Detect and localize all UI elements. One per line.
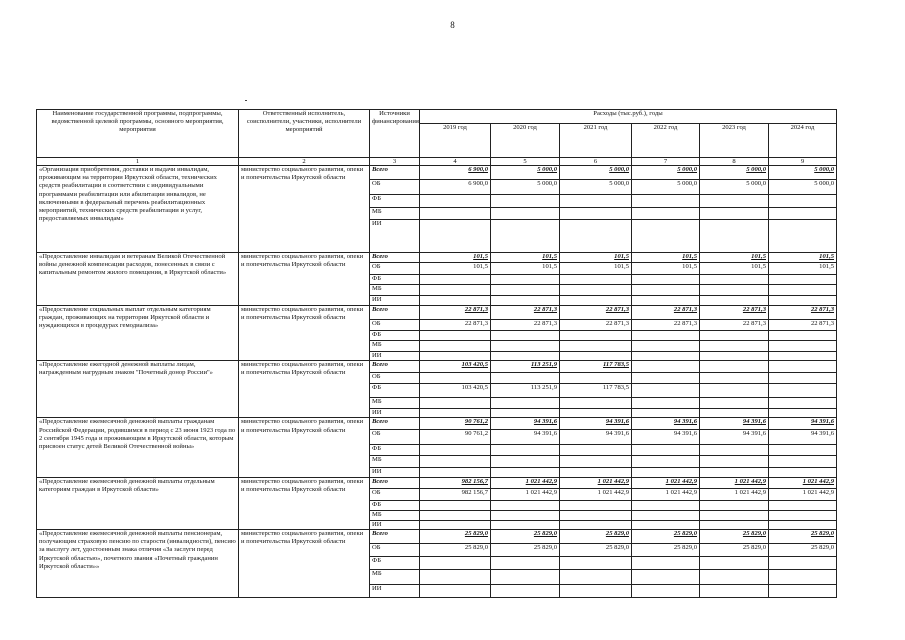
amount-cell (491, 352, 560, 361)
table-row (37, 361, 837, 373)
measure-executor: министерство социального развития, опеки и попечительства Иркутской области (239, 477, 370, 529)
amount-cell (632, 220, 700, 253)
amount-cell: 1 021 442,9 (700, 488, 769, 500)
measure-executor: министерство социального развития, опеки и попечительства Иркутской области (239, 361, 370, 418)
amount-cell (632, 373, 700, 384)
amount-cell: 113 251,9 (491, 361, 560, 373)
amount-cell: 94 391,6 (491, 430, 560, 445)
amount-cell (632, 331, 700, 341)
measure-executor: министерство социального развития, опеки и попечительства Иркутской области (239, 418, 370, 477)
measure-name: «Предоставление социальных выплат отдельным категориям граждан, проживающих на территории Иркутской области и нуждающихся в процедурах гемодиализа» (37, 306, 239, 361)
amount-cell: 22 871,3 (769, 320, 837, 331)
amount-cell (632, 556, 700, 569)
table-row (37, 306, 837, 320)
financing-source: ФБ (370, 556, 420, 569)
amount-cell: 25 829,0 (700, 543, 769, 556)
amount-cell: 101,5 (560, 263, 632, 275)
amount-cell: 22 871,3 (420, 320, 491, 331)
amount-cell (700, 275, 769, 285)
financing-source: ФБ (370, 445, 420, 456)
amount-cell: 5 000,0 (632, 180, 700, 195)
amount-cell (560, 220, 632, 253)
amount-cell (769, 556, 837, 569)
amount-cell (632, 569, 700, 584)
amount-cell: 101,5 (769, 263, 837, 275)
amount-cell (632, 341, 700, 352)
financing-source: ФБ (370, 331, 420, 341)
amount-cell (420, 468, 491, 477)
column-number: 1 (37, 158, 239, 166)
amount-cell: 22 871,3 (420, 306, 491, 320)
amount-cell: 101,5 (769, 253, 837, 263)
measure-name: «Предоставление ежемесячной денежной выплаты пенсионерам, получающим страховую пенсию по старости (инвалидности), пенсию за выслугу лет, удостоенным знака отличия «За заслуги перед Иркутской областью», почетного звания «Почетный гражданин Иркутской области»» (37, 529, 239, 597)
financing-source: Всего (370, 418, 420, 430)
amount-cell (491, 584, 560, 597)
amount-cell (420, 500, 491, 510)
amount-cell: 982 156,7 (420, 488, 491, 500)
amount-cell (560, 195, 632, 208)
financing-source: ФБ (370, 275, 420, 285)
amount-cell: 1 021 442,9 (700, 477, 769, 488)
amount-cell (420, 220, 491, 253)
amount-cell: 6 900,0 (420, 180, 491, 195)
amount-cell (632, 195, 700, 208)
amount-cell (491, 296, 560, 306)
amount-cell: 117 783,5 (560, 361, 632, 373)
column-number: 2 (239, 158, 370, 166)
amount-cell: 22 871,3 (769, 306, 837, 320)
measure-name: «Предоставление ежемесячной денежной выплаты отдельным категориям граждан в Иркутской области» (37, 477, 239, 529)
amount-cell (420, 341, 491, 352)
amount-cell: 22 871,3 (491, 320, 560, 331)
amount-cell: 6 900,0 (420, 166, 491, 180)
amount-cell (769, 352, 837, 361)
header-program-name: Наименование государственной программы, подпрограммы, ведомственной целевой программы, основного мероприятия, мероприятия (37, 110, 239, 158)
amount-cell (769, 584, 837, 597)
amount-cell (700, 208, 769, 220)
amount-cell (491, 468, 560, 477)
financing-source: Всего (370, 166, 420, 180)
amount-cell: 94 391,6 (769, 430, 837, 445)
amount-cell (560, 456, 632, 468)
amount-cell (560, 500, 632, 510)
amount-cell: 25 829,0 (632, 543, 700, 556)
amount-cell (491, 285, 560, 296)
amount-cell (700, 398, 769, 409)
budget-table (36, 109, 837, 598)
column-number: 8 (700, 158, 769, 166)
amount-cell: 94 391,6 (491, 418, 560, 430)
amount-cell: 22 871,3 (491, 306, 560, 320)
amount-cell: 94 391,6 (769, 418, 837, 430)
amount-cell: 103 420,5 (420, 361, 491, 373)
header-year: 2024 год (769, 124, 837, 158)
amount-cell: 113 251,9 (491, 384, 560, 398)
financing-source: Всего (370, 306, 420, 320)
financing-source: ИИ (370, 468, 420, 477)
amount-cell (769, 468, 837, 477)
amount-cell (700, 584, 769, 597)
measure-executor: министерство социального развития, опеки и попечительства Иркутской области (239, 253, 370, 306)
amount-cell (560, 556, 632, 569)
amount-cell (769, 398, 837, 409)
amount-cell (632, 384, 700, 398)
amount-cell: 1 021 442,9 (632, 477, 700, 488)
amount-cell: 5 000,0 (491, 180, 560, 195)
financing-source: МБ (370, 285, 420, 296)
amount-cell (769, 373, 837, 384)
amount-cell (491, 510, 560, 520)
amount-cell (700, 195, 769, 208)
page-number: 8 (450, 20, 455, 30)
financing-source: ОБ (370, 373, 420, 384)
header-year: 2023 год (700, 124, 769, 158)
amount-cell (420, 331, 491, 341)
amount-cell (700, 409, 769, 418)
amount-cell: 25 829,0 (769, 529, 837, 543)
amount-cell (769, 500, 837, 510)
amount-cell (700, 569, 769, 584)
amount-cell (560, 520, 632, 529)
amount-cell: 101,5 (632, 253, 700, 263)
amount-cell (420, 398, 491, 409)
amount-cell: 1 021 442,9 (769, 488, 837, 500)
amount-cell: 25 829,0 (700, 529, 769, 543)
measure-executor: министерство социального развития, опеки и попечительства Иркутской области (239, 529, 370, 597)
amount-cell (632, 361, 700, 373)
amount-cell (560, 285, 632, 296)
amount-cell (632, 468, 700, 477)
amount-cell (632, 352, 700, 361)
amount-cell (700, 384, 769, 398)
amount-cell: 25 829,0 (491, 543, 560, 556)
amount-cell: 25 829,0 (769, 543, 837, 556)
amount-cell (700, 285, 769, 296)
amount-cell (420, 456, 491, 468)
amount-cell (491, 520, 560, 529)
amount-cell: 22 871,3 (700, 320, 769, 331)
amount-cell (632, 510, 700, 520)
amount-cell (769, 220, 837, 253)
amount-cell (632, 409, 700, 418)
amount-cell: 103 420,5 (420, 384, 491, 398)
amount-cell (560, 341, 632, 352)
amount-cell (632, 275, 700, 285)
amount-cell (700, 556, 769, 569)
amount-cell: 25 829,0 (560, 529, 632, 543)
amount-cell (769, 569, 837, 584)
amount-cell (491, 456, 560, 468)
header-year: 2022 год (632, 124, 700, 158)
amount-cell (700, 468, 769, 477)
amount-cell: 22 871,3 (700, 306, 769, 320)
amount-cell: 94 391,6 (632, 430, 700, 445)
financing-source: ФБ (370, 384, 420, 398)
amount-cell (491, 331, 560, 341)
amount-cell: 101,5 (420, 263, 491, 275)
table-row (37, 529, 837, 543)
financing-source: ОБ (370, 488, 420, 500)
financing-source: ОБ (370, 180, 420, 195)
amount-cell: 25 829,0 (632, 529, 700, 543)
header-executor: Ответственный исполнитель, соисполнители, участники, исполнители мероприятий (239, 110, 370, 158)
amount-cell (700, 500, 769, 510)
amount-cell: 101,5 (700, 263, 769, 275)
amount-cell (560, 373, 632, 384)
amount-cell (491, 341, 560, 352)
measure-executor: министерство социального развития, опеки и попечительства Иркутской области (239, 166, 370, 253)
scan-mark (245, 100, 247, 101)
amount-cell (420, 510, 491, 520)
amount-cell (769, 510, 837, 520)
amount-cell (700, 361, 769, 373)
amount-cell: 25 829,0 (491, 529, 560, 543)
amount-cell (420, 195, 491, 208)
amount-cell: 94 391,6 (700, 418, 769, 430)
financing-source: ИИ (370, 409, 420, 418)
column-number: 5 (491, 158, 560, 166)
financing-source: ОБ (370, 543, 420, 556)
amount-cell (769, 409, 837, 418)
amount-cell: 5 000,0 (491, 166, 560, 180)
financing-source: МБ (370, 341, 420, 352)
amount-cell (420, 296, 491, 306)
amount-cell: 90 761,2 (420, 418, 491, 430)
amount-cell (700, 456, 769, 468)
amount-cell (560, 584, 632, 597)
amount-cell (769, 285, 837, 296)
amount-cell (420, 520, 491, 529)
amount-cell: 101,5 (632, 263, 700, 275)
amount-cell (560, 569, 632, 584)
amount-cell (769, 275, 837, 285)
header-financing-source: Источники финансирования (370, 110, 420, 158)
amount-cell (560, 409, 632, 418)
measure-name: «Предоставление ежегодной денежной выплаты лицам, награжденным нагрудным знаком "Почетный донор России"» (37, 361, 239, 418)
amount-cell (769, 331, 837, 341)
amount-cell (491, 275, 560, 285)
amount-cell (560, 208, 632, 220)
financing-source: Всего (370, 361, 420, 373)
amount-cell: 5 000,0 (560, 180, 632, 195)
amount-cell (420, 352, 491, 361)
amount-cell: 101,5 (491, 263, 560, 275)
amount-cell (632, 285, 700, 296)
financing-source: ФБ (370, 500, 420, 510)
amount-cell (769, 384, 837, 398)
amount-cell (560, 352, 632, 361)
amount-cell: 94 391,6 (560, 418, 632, 430)
amount-cell: 22 871,3 (632, 306, 700, 320)
amount-cell: 101,5 (420, 253, 491, 263)
amount-cell (420, 373, 491, 384)
amount-cell: 94 391,6 (632, 418, 700, 430)
amount-cell (491, 195, 560, 208)
measure-name: «Предоставление инвалидам и ветеранам Великой Отечественной войны денежной компенсации расходов, понесенных в связи с капитальным ремонтом жилого помещения, в Иркутской области» (37, 253, 239, 306)
financing-source: ИИ (370, 352, 420, 361)
measure-executor: министерство социального развития, опеки и попечительства Иркутской области (239, 306, 370, 361)
amount-cell (420, 584, 491, 597)
amount-cell (420, 285, 491, 296)
amount-cell (491, 208, 560, 220)
table-row (37, 418, 837, 430)
amount-cell (769, 208, 837, 220)
header-expenses: Расходы (тыс.руб.), годы (420, 110, 837, 124)
amount-cell: 101,5 (560, 253, 632, 263)
financing-source: ОБ (370, 320, 420, 331)
amount-cell (769, 456, 837, 468)
measure-name: «Предоставление ежемесячной денежной выплаты гражданам Российской Федерации, родившимся в период с 23 июня 1923 года по 2 сентября 1945 года и проживающим в Иркутской области, которым присвоен статус детей Великой Отечественной войны» (37, 418, 239, 477)
financing-source: Всего (370, 477, 420, 488)
amount-cell: 1 021 442,9 (560, 488, 632, 500)
amount-cell (560, 331, 632, 341)
table-row (37, 477, 837, 488)
amount-cell: 982 156,7 (420, 477, 491, 488)
column-number: 6 (560, 158, 632, 166)
amount-cell: 117 783,5 (560, 384, 632, 398)
amount-cell (769, 341, 837, 352)
table-row (37, 253, 837, 263)
financing-source: Всего (370, 529, 420, 543)
table-row (37, 166, 837, 180)
financing-source: МБ (370, 208, 420, 220)
amount-cell (491, 409, 560, 418)
amount-cell (420, 445, 491, 456)
header-year: 2021 год (560, 124, 632, 158)
amount-cell (700, 352, 769, 361)
financing-source: МБ (370, 398, 420, 409)
amount-cell: 5 000,0 (632, 166, 700, 180)
amount-cell: 94 391,6 (700, 430, 769, 445)
amount-cell (491, 398, 560, 409)
amount-cell: 94 391,6 (560, 430, 632, 445)
amount-cell: 1 021 442,9 (769, 477, 837, 488)
amount-cell (560, 468, 632, 477)
amount-cell: 101,5 (700, 253, 769, 263)
amount-cell (491, 556, 560, 569)
amount-cell (700, 373, 769, 384)
financing-source: ИИ (370, 296, 420, 306)
amount-cell (491, 220, 560, 253)
amount-cell (700, 520, 769, 529)
amount-cell: 90 761,2 (420, 430, 491, 445)
financing-source: МБ (370, 456, 420, 468)
amount-cell (560, 275, 632, 285)
amount-cell (769, 195, 837, 208)
amount-cell: 1 021 442,9 (491, 477, 560, 488)
amount-cell (700, 510, 769, 520)
financing-source: МБ (370, 510, 420, 520)
amount-cell (632, 445, 700, 456)
amount-cell (420, 208, 491, 220)
amount-cell (700, 220, 769, 253)
amount-cell (632, 296, 700, 306)
column-number: 9 (769, 158, 837, 166)
amount-cell: 22 871,3 (560, 306, 632, 320)
amount-cell (491, 445, 560, 456)
amount-cell (632, 584, 700, 597)
amount-cell (420, 569, 491, 584)
amount-cell (560, 398, 632, 409)
amount-cell (560, 510, 632, 520)
amount-cell: 5 000,0 (769, 166, 837, 180)
column-number: 3 (370, 158, 420, 166)
amount-cell: 1 021 442,9 (491, 488, 560, 500)
amount-cell (420, 409, 491, 418)
financing-source: ИИ (370, 220, 420, 253)
amount-cell: 5 000,0 (769, 180, 837, 195)
amount-cell (491, 373, 560, 384)
amount-cell: 1 021 442,9 (632, 488, 700, 500)
financing-source: Всего (370, 253, 420, 263)
amount-cell: 101,5 (491, 253, 560, 263)
amount-cell (420, 275, 491, 285)
financing-source: ИИ (370, 584, 420, 597)
amount-cell: 25 829,0 (420, 543, 491, 556)
financing-source: ИИ (370, 520, 420, 529)
amount-cell (769, 445, 837, 456)
amount-cell (491, 500, 560, 510)
financing-source: МБ (370, 569, 420, 584)
amount-cell (700, 445, 769, 456)
amount-cell (769, 361, 837, 373)
amount-cell (769, 520, 837, 529)
financing-source: ОБ (370, 430, 420, 445)
amount-cell: 22 871,3 (560, 320, 632, 331)
column-number: 7 (632, 158, 700, 166)
amount-cell (700, 341, 769, 352)
amount-cell (420, 556, 491, 569)
measure-name: «Организация приобретения, доставки и выдачи инвалидам, проживающим на территории Иркутской области, технических средств реабилитации в соответствии с индивидуальными программами реабилитации или абилитации инвалидов, не включенными в федеральный перечень реабилитационных мероприятий, технических средств реабилитации и услуг, предоставляемых инвалидам» (37, 166, 239, 253)
amount-cell (700, 331, 769, 341)
amount-cell (632, 500, 700, 510)
amount-cell (632, 208, 700, 220)
financing-source: ФБ (370, 195, 420, 208)
amount-cell (769, 296, 837, 306)
amount-cell: 22 871,3 (632, 320, 700, 331)
amount-cell: 25 829,0 (420, 529, 491, 543)
amount-cell (632, 520, 700, 529)
amount-cell (632, 456, 700, 468)
amount-cell (560, 445, 632, 456)
amount-cell (700, 296, 769, 306)
amount-cell: 1 021 442,9 (560, 477, 632, 488)
amount-cell (491, 569, 560, 584)
financing-source: ОБ (370, 263, 420, 275)
amount-cell (632, 398, 700, 409)
column-number: 4 (420, 158, 491, 166)
amount-cell: 25 829,0 (560, 543, 632, 556)
amount-cell: 5 000,0 (700, 180, 769, 195)
amount-cell: 5 000,0 (560, 166, 632, 180)
header-year: 2020 год (491, 124, 560, 158)
amount-cell (560, 296, 632, 306)
header-year: 2019 год (420, 124, 491, 158)
amount-cell: 5 000,0 (700, 166, 769, 180)
